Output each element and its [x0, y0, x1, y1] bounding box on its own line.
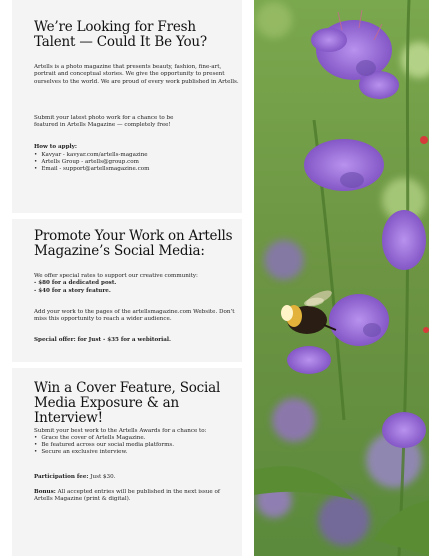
awards-item-interview: • Secure an exclusive interview.	[34, 449, 239, 456]
apply-item-email[interactable]: • Email - support@artellsmagazine.com	[34, 166, 239, 173]
rates-block	[34, 273, 239, 295]
fee-value: Just $30.	[88, 474, 116, 480]
bonus-value: All accepted entries will be published in the next issue of Artells Magazine (print & digital).	[34, 489, 220, 503]
awards-card	[12, 368, 242, 556]
fresh-talent-heading: We’re Looking for Fresh Talent — Could It Be You?	[34, 19, 207, 50]
awards-list	[34, 435, 239, 457]
awards-heading: Win a Cover Feature, Social Media Exposure & an Interview!	[34, 380, 221, 426]
fresh-talent-card	[12, 0, 242, 213]
submit-invitation: Submit your latest photo work for a chance to be featured in Artells Magazine — completely free!	[34, 115, 174, 129]
social-media-heading: Promote Your Work on Artells Magazine’s Social Media:	[34, 228, 233, 259]
awards-item-social: • Be featured across our social media platforms.	[34, 442, 239, 449]
apply-item-group[interactable]: • Artells Group - artells@group.com	[34, 159, 239, 166]
participation-fee	[34, 474, 239, 481]
magazine-intro: Artells is a photo magazine that presents beauty, fashion, fine-art, portrait and conceptual stories. We give the opportunity to present ourselves to the world. We are proud of every work published in Artells.	[34, 64, 239, 85]
how-to-apply-label: How to apply:	[34, 144, 77, 150]
apply-list	[34, 152, 239, 174]
bonus-text	[34, 489, 239, 504]
website-text: Add your work to the pages of the artellsmagazine.com Website. Don’t miss this opportunity to reach a wider audience.	[34, 309, 235, 323]
special-offer: Special offer: for Just - $35 for a webitorial.	[34, 337, 171, 343]
bee-flower-photo	[254, 0, 429, 556]
awards-intro: Submit your best work to the Artells Awards for a chance to:	[34, 428, 207, 434]
rates-intro: We offer special rates to support our creative community:	[34, 273, 198, 279]
social-media-card	[12, 219, 242, 362]
bonus-label: Bonus:	[34, 489, 56, 495]
fee-label: Participation fee:	[34, 474, 89, 480]
apply-item-kavyar[interactable]: • Kavyar - kavyar.com/artells-magazine	[34, 152, 239, 159]
awards-item-cover: • Grace the cover of Artells Magazine.	[34, 435, 239, 442]
rate-story: - $40 for a story feature.	[34, 287, 111, 294]
rate-post: - $80 for a dedicated post.	[34, 280, 117, 287]
